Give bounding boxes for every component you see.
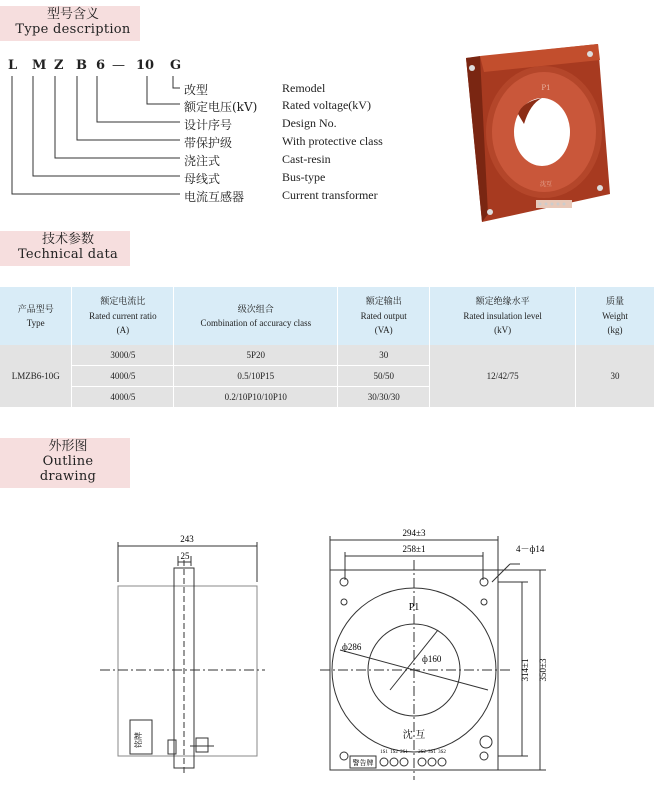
type-row-en: Rated voltage(kV) [282, 98, 371, 112]
col-header-combination: 级次组合 Combination of accuracy class [174, 287, 338, 345]
type-row-en: Cast-resin [282, 152, 331, 166]
col-header-ratio: 额定电流比 Rated current ratio (A) [72, 287, 174, 345]
type-row-cn: 浇注式 [184, 154, 221, 168]
photo-mark-p1: P1 [541, 84, 551, 92]
cell-combination: 0.2/10P10/10P10 [174, 387, 338, 408]
section-title-cn: 技术参数 [41, 232, 94, 247]
model-letter: 10 [136, 58, 155, 73]
inner-diameter-label: ф160 [422, 654, 442, 664]
col-header-output: 额定输出 Rated output (VA) [338, 287, 430, 345]
table-row [0, 345, 655, 366]
type-row-cn: 设计序号 [184, 118, 233, 132]
section-title-cn: 型号含义 [46, 7, 99, 22]
outer-diameter-label: ф286 [342, 642, 362, 652]
photo-mark-maker: 沈互 [539, 181, 553, 188]
type-row-cn: 母线式 [184, 172, 221, 186]
outer-height-label: 350±3 [538, 658, 548, 682]
cell-ratio: 3000/5 [72, 345, 174, 366]
model-letter: L [8, 58, 18, 73]
type-row-en: With protective class [282, 134, 383, 148]
maker-mark: 沈 互 [402, 730, 426, 741]
model-letter: Z [54, 58, 64, 73]
type-row-en: Bus-type [282, 170, 326, 184]
mounting-holes-label: 4－ф14 [516, 544, 545, 554]
outline-drawing-header [0, 438, 130, 488]
model-letter: G [170, 58, 182, 73]
terminal-label: 3S1 [428, 750, 436, 755]
technical-data-header [0, 231, 130, 266]
cell-combination: 0.5/10P15 [174, 366, 338, 387]
section-title-en: Type description [15, 21, 131, 37]
table-header-row [0, 287, 655, 345]
warning-plate-label: 警告牌 [352, 759, 374, 767]
outline-drawing [0, 490, 666, 804]
terminal-label: 2S2 [418, 750, 426, 755]
terminal-label: 1S1 [380, 750, 388, 755]
type-row-en: Remodel [282, 81, 326, 95]
inner-height-label: 314±1 [520, 658, 530, 682]
section-title-en: Outline drawing [39, 453, 97, 484]
cell-output: 30 [338, 345, 430, 366]
terminal-label: 1S2 [390, 750, 398, 755]
front-outer-width-label: 294±3 [402, 528, 426, 538]
type-row-cn: 改型 [184, 83, 209, 97]
cell-type: LMZB6-10G [0, 345, 72, 408]
cell-combination: 5P20 [174, 345, 338, 366]
col-header-weight: 质量 Weight (kg) [576, 287, 655, 345]
cell-output: 30/30/30 [338, 387, 430, 408]
p1-mark: P1 [408, 602, 420, 613]
type-row-cn: 电流互感器 [184, 190, 245, 204]
section-title-en: Technical data [17, 246, 119, 262]
section-title-cn: 外形图 [48, 439, 88, 454]
cell-ratio: 4000/5 [72, 387, 174, 408]
side-bar-width-label: 25 [180, 551, 190, 561]
terminal-label: 3S2 [438, 750, 446, 755]
model-letter: 6 [96, 58, 106, 73]
model-letter: — [112, 58, 125, 73]
side-width-label: 243 [180, 534, 194, 544]
cell-ratio: 4000/5 [72, 366, 174, 387]
front-inner-width-label: 258±1 [402, 544, 426, 554]
type-row-cn: 带保护级 [184, 136, 233, 150]
terminal-label: 2S1 [400, 750, 408, 755]
col-header-insulation: 额定绝缘水平 Rated insulation level (kV) [430, 287, 576, 345]
cell-insulation: 12/42/75 [430, 345, 576, 408]
col-header-type: 产品型号 Type [0, 287, 72, 345]
product-photo [460, 44, 610, 222]
type-row-cn: 额定电压(kV) [184, 100, 258, 114]
cell-weight: 30 [576, 345, 655, 408]
nameplate-label: 铭牌 [134, 732, 143, 748]
cell-output: 50/50 [338, 366, 430, 387]
model-letter: M [32, 58, 47, 73]
type-row-en: Design No. [282, 116, 337, 130]
type-row-en: Current transformer [282, 188, 378, 202]
model-letter: B [76, 58, 87, 73]
technical-data-table [0, 287, 655, 408]
